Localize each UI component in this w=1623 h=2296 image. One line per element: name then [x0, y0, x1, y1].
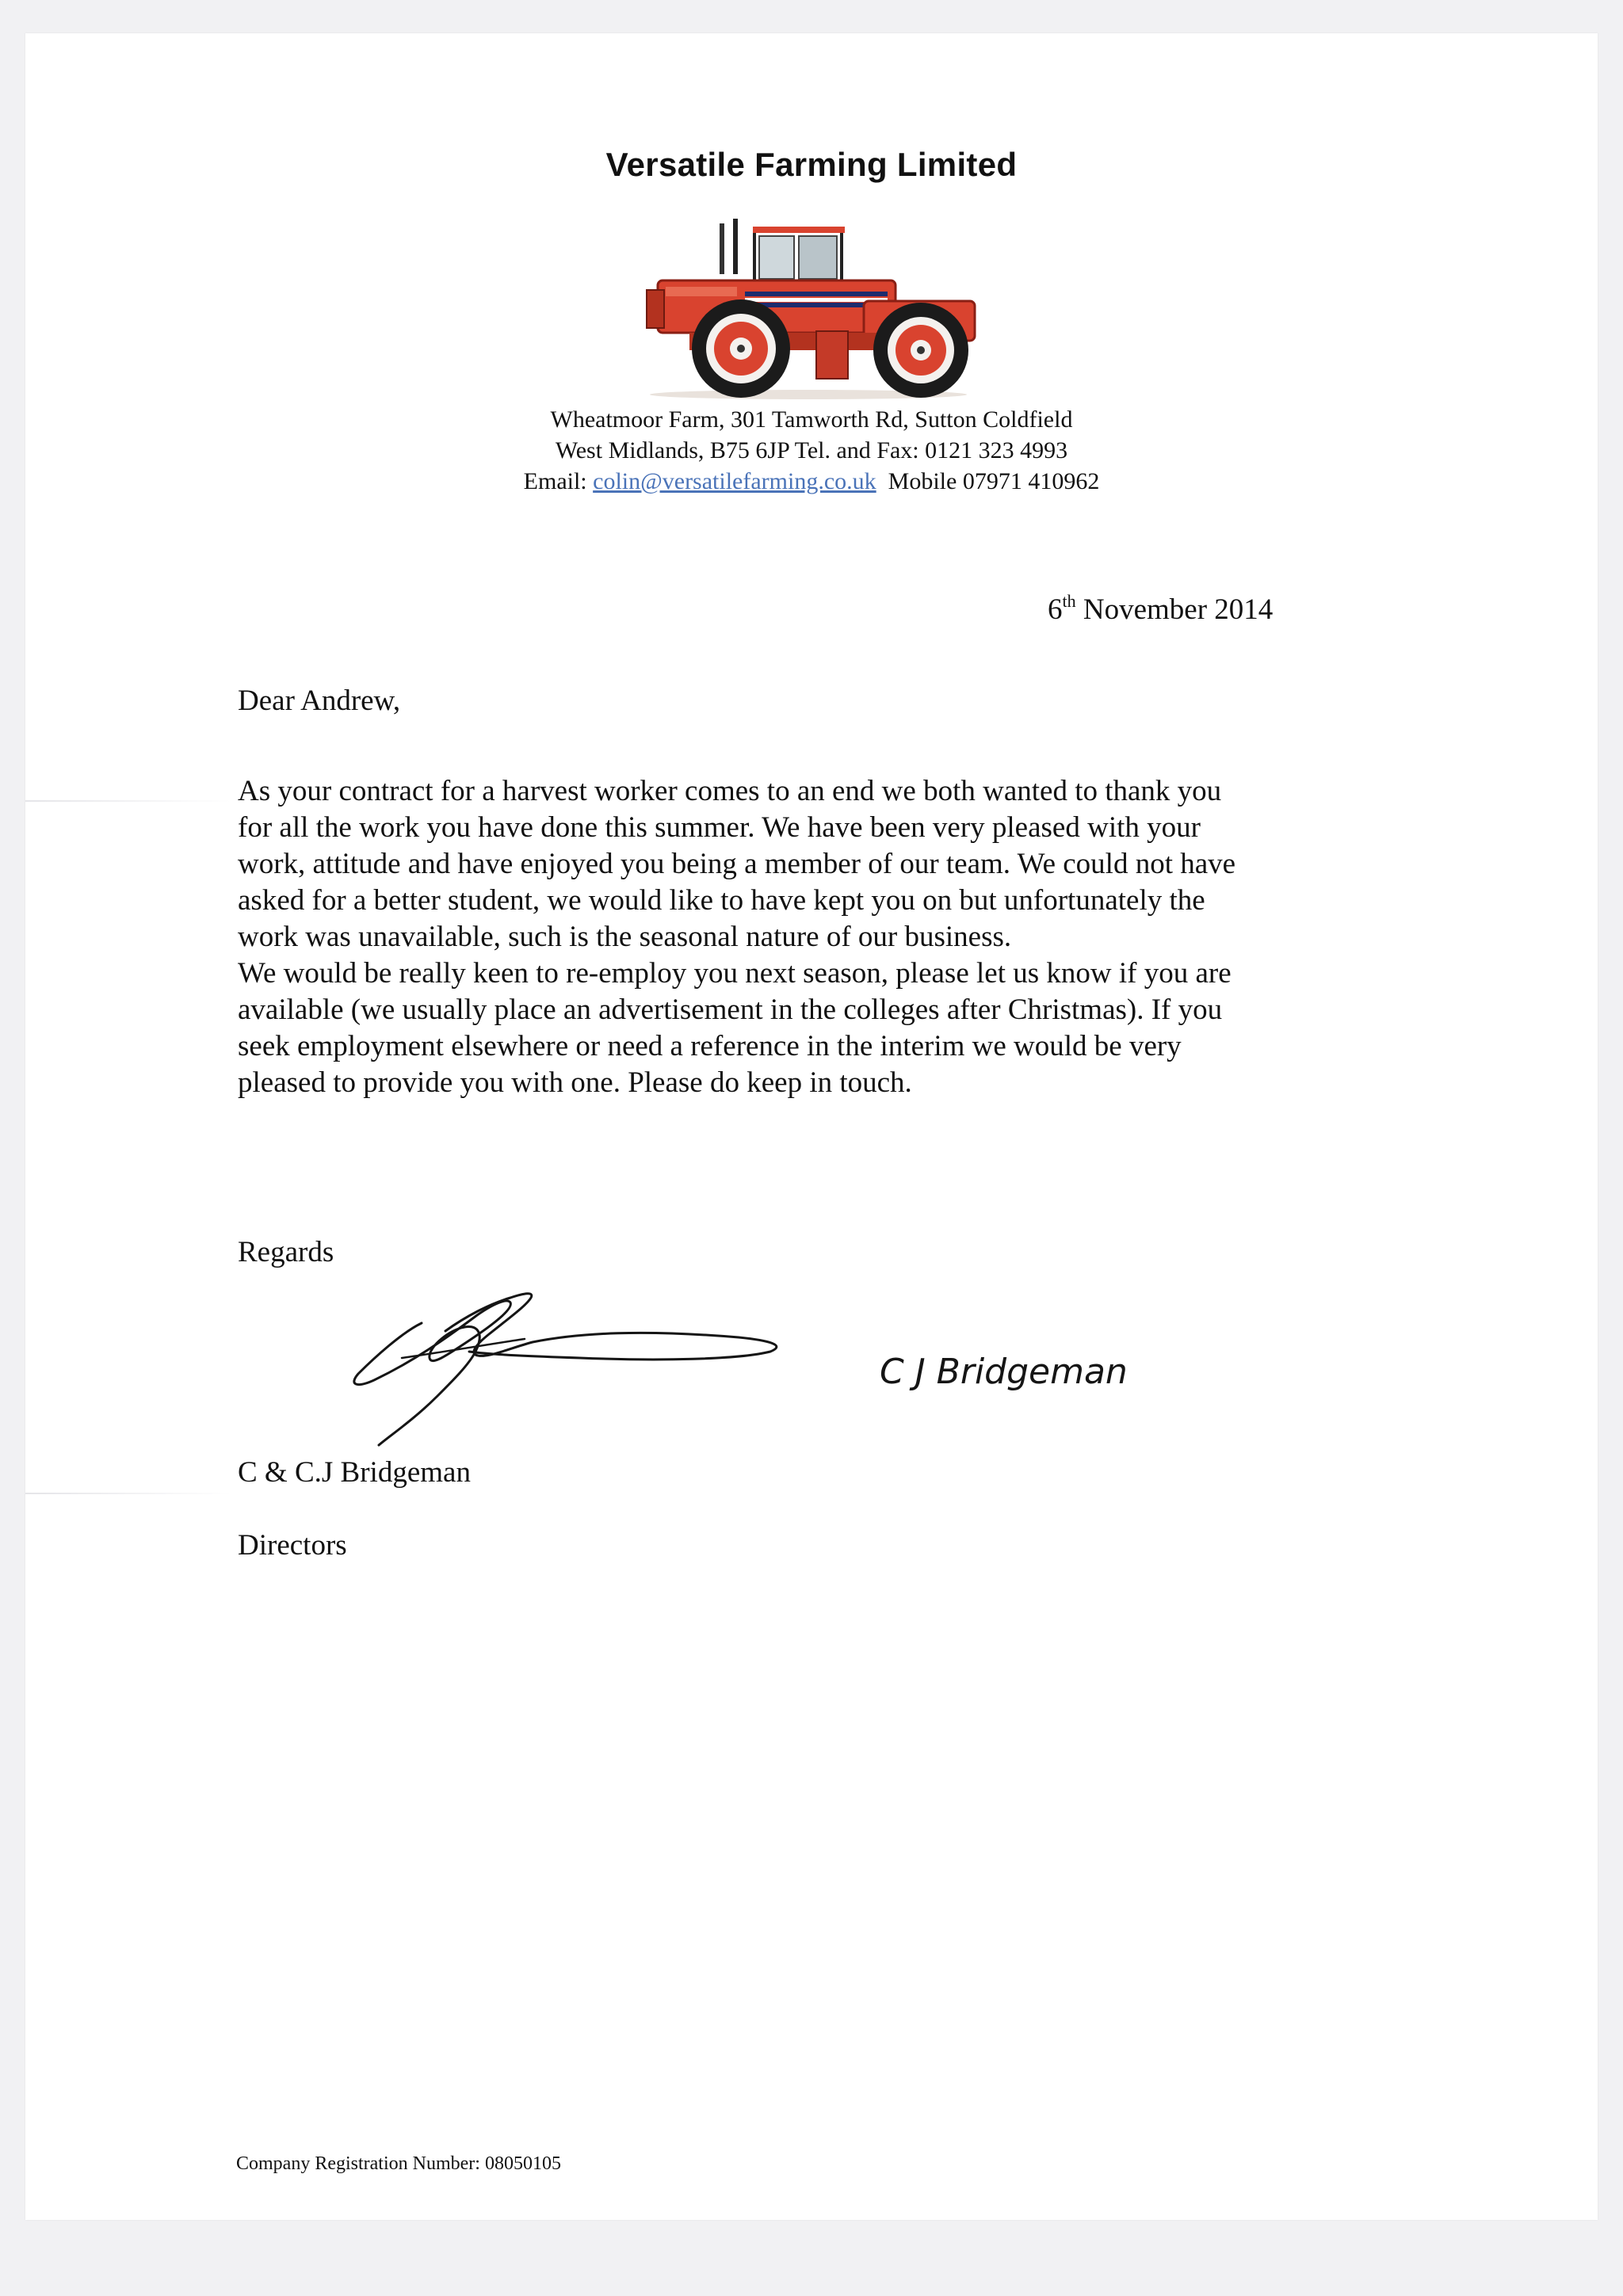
address-line-1: Wheatmoor Farm, 301 Tamworth Rd, Sutton Coldfield — [550, 406, 1073, 433]
paragraph-line: As your contract for a harvest worker comes to an end we both wanted to thank you — [238, 775, 1222, 807]
letterhead-address — [25, 404, 1598, 497]
red-tractor-icon — [626, 214, 991, 404]
paragraph-line: seek employment elsewhere or need a reference in the interim we would be very — [238, 1030, 1182, 1062]
mobile-number: Mobile 07971 410962 — [888, 468, 1100, 494]
signatory-names: C & C.J Bridgeman — [238, 1456, 471, 1489]
paragraph-2 — [238, 955, 1232, 1101]
paragraph-line: pleased to provide you with one. Please do keep in touch. — [238, 1066, 912, 1099]
closing: Regards — [238, 1236, 334, 1268]
letter-date — [1048, 593, 1273, 627]
paragraph-line: work, attitude and have enjoyed you being a member of our team. We could not have — [238, 848, 1236, 880]
company-registration: Company Registration Number: 08050105 — [236, 2153, 561, 2174]
email-label: Email: — [523, 468, 587, 494]
company-name: Versatile Farming Limited — [605, 146, 1018, 183]
letter-page — [25, 33, 1598, 2220]
paragraph-line: available (we usually place an advertisement in the colleges after Christmas). If you — [238, 994, 1223, 1026]
email-link[interactable]: colin@versatilefarming.co.uk — [593, 468, 876, 494]
date-rest: November 2014 — [1083, 593, 1274, 626]
date-day: 6 — [1048, 593, 1063, 626]
paper-crease — [25, 1493, 231, 1494]
paragraph-line: for all the work you have done this summer. We have been very pleased with your — [238, 811, 1201, 844]
paper-crease — [25, 800, 231, 802]
paragraph-line: We would be really keen to re-employ you next season, please let us know if you are — [238, 957, 1232, 990]
address-line-2: West Midlands, B75 6JP Tel. and Fax: 0121 323 4993 — [555, 437, 1068, 463]
signature-2-text: C J Bridgeman — [880, 1352, 1128, 1392]
signatory-title: Directors — [238, 1529, 347, 1562]
date-suffix: th — [1062, 591, 1076, 611]
salutation: Dear Andrew, — [238, 685, 401, 717]
paragraph-line: asked for a better student, we would like to have kept you on but unfortunately the — [238, 884, 1205, 917]
handwritten-signature-icon — [327, 1269, 802, 1459]
paragraph-line: work was unavailable, such is the seasonal nature of our business. — [238, 921, 1012, 953]
handwritten-name-signature — [872, 1333, 1268, 1412]
contact-line — [25, 466, 1598, 497]
paragraph-1 — [238, 773, 1235, 955]
